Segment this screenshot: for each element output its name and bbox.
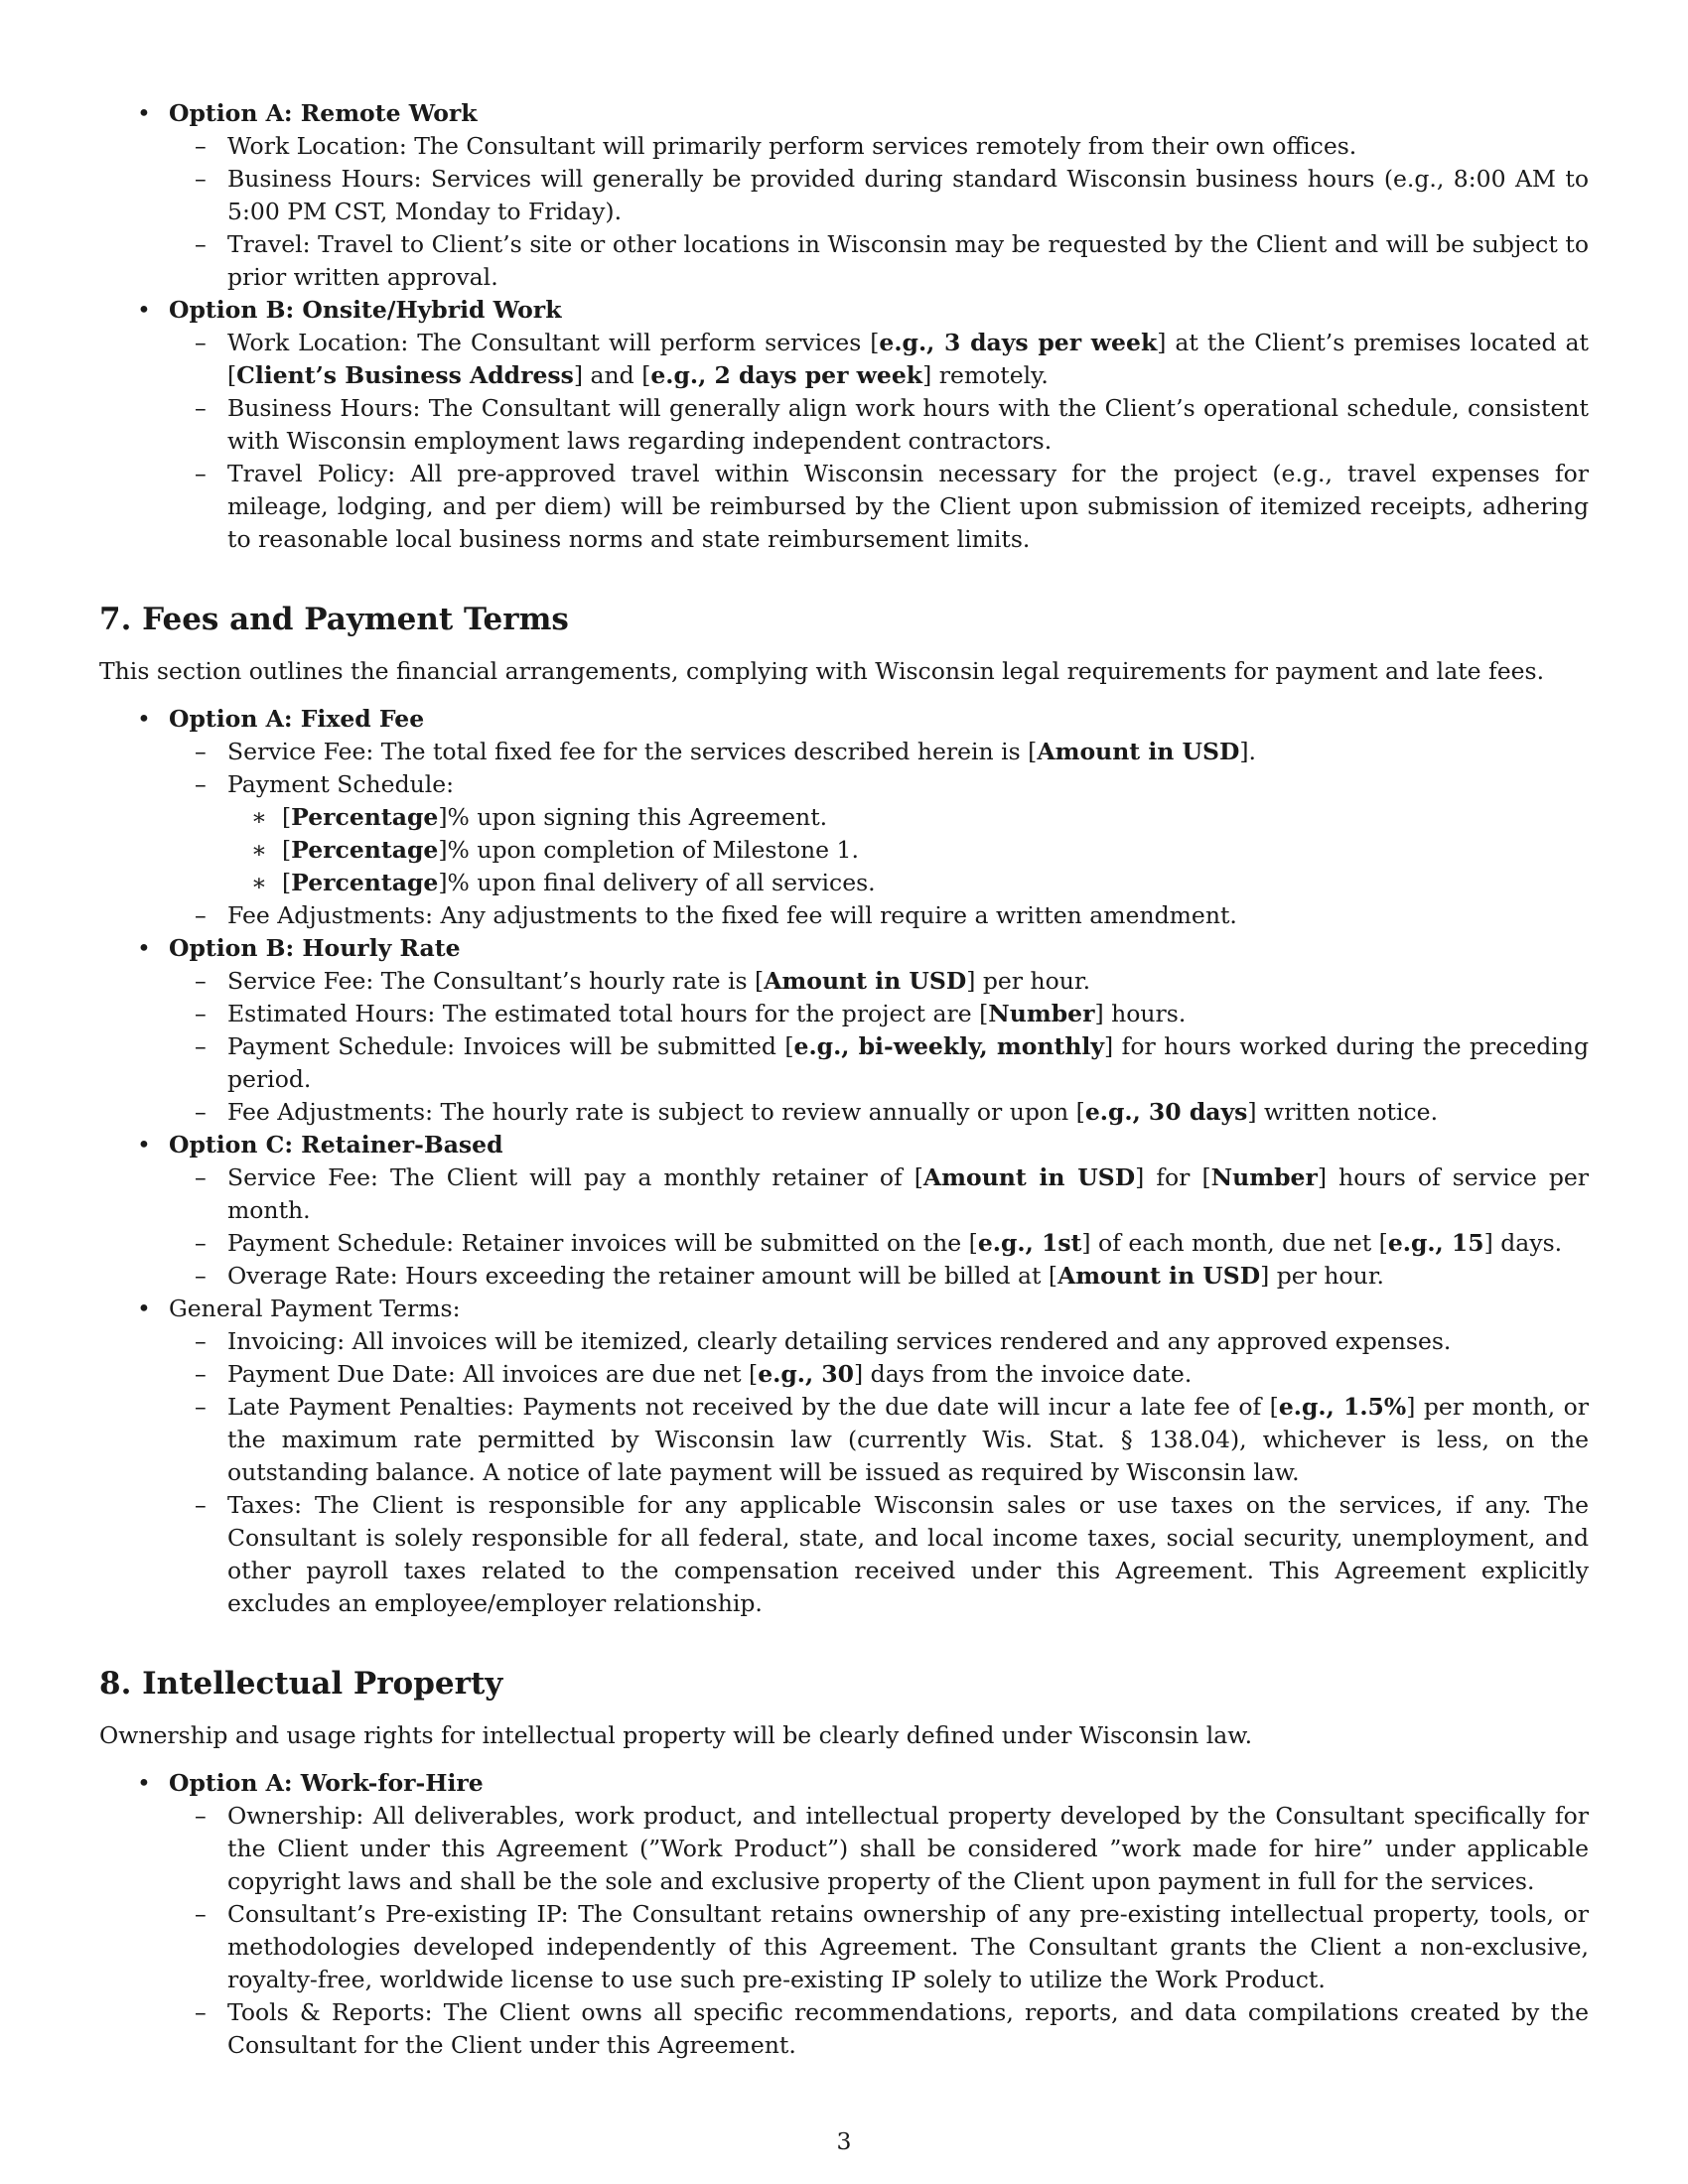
placeholder-text: e.g., 30 days bbox=[1084, 1098, 1248, 1126]
option-title: Option A: Remote Work bbox=[169, 99, 478, 127]
placeholder-text: e.g., 30 bbox=[758, 1360, 855, 1388]
text: Estimated Hours: The estimated total hours for the project are [ bbox=[227, 1000, 989, 1027]
list-item: – Business Hours: The Consultant will generally align work hours with the Client’s operational schedule, consistent with Wisconsin employment laws regarding independent contractors. bbox=[169, 392, 1589, 458]
option-title: Option A: Work-for-Hire bbox=[169, 1769, 484, 1797]
page-number: 3 bbox=[836, 2127, 852, 2155]
schedule-items bbox=[227, 801, 1589, 899]
text: ] of each month, due net [ bbox=[1081, 1229, 1388, 1257]
text: Service Fee: The total fixed fee for the services described herein is [ bbox=[227, 738, 1038, 765]
text: Payment Schedule: Retainer invoices will be submitted on the [ bbox=[227, 1229, 978, 1257]
option-remote-work bbox=[99, 97, 1589, 294]
text: ] and [ bbox=[573, 361, 651, 389]
option-items bbox=[99, 965, 1589, 1129]
section-intro: Ownership and usage rights for intellectual property will be clearly defined under Wisconsin law. bbox=[99, 1721, 1253, 1749]
option-items bbox=[99, 1161, 1589, 1293]
placeholder-text: e.g., 1.5% bbox=[1278, 1393, 1407, 1421]
option-title: Option B: Hourly Rate bbox=[169, 934, 461, 962]
list-item: ∗ [Percentage]% upon final delivery of all services. bbox=[227, 867, 1589, 899]
placeholder-text: Amount in USD bbox=[922, 1163, 1136, 1191]
list-item: – Travel: Travel to Client’s site or other locations in Wisconsin may be requested by the Client and will be subject to prior written approval. bbox=[169, 228, 1589, 294]
placeholder-text: e.g., 1st bbox=[977, 1229, 1082, 1257]
text: ] for hours worked during the preceding period. bbox=[227, 1032, 1589, 1093]
text: ] remotely. bbox=[922, 361, 1049, 389]
text: ]. bbox=[1239, 738, 1257, 765]
placeholder-text: Percentage bbox=[291, 803, 439, 831]
text: ] days from the invoice date. bbox=[854, 1360, 1193, 1388]
option-items bbox=[99, 327, 1589, 556]
text: ] days. bbox=[1483, 1229, 1563, 1257]
option-items bbox=[99, 1325, 1589, 1620]
option-title: Option B: Onsite/Hybrid Work bbox=[169, 296, 562, 324]
placeholder-text: e.g., 3 days per week bbox=[879, 329, 1158, 356]
option-items bbox=[99, 130, 1589, 294]
option-title: Option C: Retainer-Based bbox=[169, 1131, 503, 1159]
text: Fee Adjustments: The hourly rate is subject to review annually or upon [ bbox=[227, 1098, 1085, 1126]
fee-options bbox=[99, 703, 1589, 1620]
text: ] hours of service per month. bbox=[227, 1163, 1590, 1224]
list-item: ∗ [Percentage]% upon signing this Agreement. bbox=[227, 801, 1589, 834]
section-heading: 8. Intellectual Property bbox=[99, 1666, 503, 1702]
list-item bbox=[169, 736, 1589, 768]
text: Payment Schedule: bbox=[227, 770, 455, 798]
option-title: General Payment Terms: bbox=[169, 1295, 461, 1322]
list-item bbox=[169, 1096, 1589, 1129]
section-intro: This section outlines the financial arrangements, complying with Wisconsin legal requirements for payment and late fees. bbox=[99, 657, 1545, 685]
work-arrangement-options bbox=[99, 97, 1589, 556]
text: Payment Schedule: Invoices will be submitted [ bbox=[227, 1032, 794, 1060]
placeholder-text: Number bbox=[1210, 1163, 1318, 1191]
text: ] for [ bbox=[1135, 1163, 1211, 1191]
list-item: – Tools & Reports: The Client owns all specific recommendations, reports, and data compilations created by the Consultant for the Client under this Agreement. bbox=[169, 1996, 1589, 2062]
document-page bbox=[99, 97, 1589, 2062]
option-items bbox=[99, 1800, 1589, 2062]
list-item: – Consultant’s Pre-existing IP: The Consultant retains ownership of any pre-existing intellectual property, tools, or methodologies developed independently of this Agreement. The Consultant grants the Client a non-exclusive, royalty-free, worldwide license to use such pre-existing IP solely to utilize the Work Product. bbox=[169, 1898, 1589, 1996]
list-item bbox=[169, 965, 1589, 998]
text: % upon completion of Milestone 1. bbox=[447, 836, 859, 864]
option-title: Option A: Fixed Fee bbox=[169, 705, 425, 733]
list-item: – Taxes: The Client is responsible for any applicable Wisconsin sales or use taxes on the services, if any. The Consultant is solely responsible for all federal, state, and local income taxes, social security, unemployment, and other payroll taxes related to the compensation received under this Agreement. This Agreement explicitly excludes an employee/employer relationship. bbox=[169, 1489, 1589, 1620]
list-item bbox=[169, 1391, 1589, 1489]
list-item: – Travel Policy: All pre-approved travel within Wisconsin necessary for the project (e.g., travel expenses for mileage, lodging, and per diem) will be reimbursed by the Client upon submission of itemized receipts, adhering to reasonable local business norms and state reimbursement limits. bbox=[169, 458, 1589, 556]
list-item: – Invoicing: All invoices will be itemized, clearly detailing services rendered and any approved expenses. bbox=[169, 1325, 1589, 1358]
text: ] written notice. bbox=[1247, 1098, 1439, 1126]
option-hourly-rate bbox=[99, 932, 1589, 1129]
option-items bbox=[99, 736, 1589, 932]
general-payment-terms bbox=[99, 1293, 1589, 1620]
placeholder-text: Amount in USD bbox=[1037, 738, 1240, 765]
text: Overage Rate: Hours exceeding the retainer amount will be billed at [ bbox=[227, 1262, 1058, 1290]
placeholder-text: e.g., 2 days per week bbox=[650, 361, 923, 389]
list-item bbox=[169, 1227, 1589, 1260]
option-retainer-based bbox=[99, 1129, 1589, 1293]
text: Work Location: The Consultant will perform services [ bbox=[227, 329, 880, 356]
text: % upon signing this Agreement. bbox=[447, 803, 828, 831]
option-work-for-hire bbox=[99, 1767, 1589, 2062]
placeholder-text: e.g., 15 bbox=[1387, 1229, 1484, 1257]
option-onsite-hybrid-work bbox=[99, 294, 1589, 556]
text: ] at the Client’s premises located at [ bbox=[227, 329, 1590, 389]
text: ] per month, or the maximum rate permitted by Wisconsin law (currently Wis. Stat. § 138.04), whichever is less, on the outstanding balance. A notice of late payment will be issued as required by Wisconsin law. bbox=[227, 1393, 1589, 1486]
list-item bbox=[169, 1030, 1589, 1096]
section-heading: 7. Fees and Payment Terms bbox=[99, 602, 569, 637]
list-item bbox=[169, 1260, 1589, 1293]
placeholder-text: Percentage bbox=[291, 836, 439, 864]
text: Service Fee: The Client will pay a monthly retainer of [ bbox=[227, 1163, 923, 1191]
text: % upon final delivery of all services. bbox=[447, 869, 876, 896]
placeholder-text: Client’s Business Address bbox=[236, 361, 574, 389]
placeholder-text: Amount in USD bbox=[1057, 1262, 1261, 1290]
list-item: – Ownership: All deliverables, work product, and intellectual property developed by the Consultant specifically for the Client under this Agreement (”Work Product”) shall be considered ”work made for hire” under applicable copyright laws and shall be the sole and exclusive property of the Client upon payment in full for the services. bbox=[169, 1800, 1589, 1898]
text: ] per hour. bbox=[1260, 1262, 1384, 1290]
list-item: – Business Hours: Services will generally be provided during standard Wisconsin business hours (e.g., 8:00 AM to 5:00 PM CST, Monday to Friday). bbox=[169, 163, 1589, 228]
placeholder-text: e.g., bi-weekly, monthly bbox=[793, 1032, 1104, 1060]
list-item: ∗ [Percentage]% upon completion of Milestone 1. bbox=[227, 834, 1589, 867]
text: ] hours. bbox=[1094, 1000, 1187, 1027]
text: ] per hour. bbox=[966, 967, 1091, 995]
ip-options bbox=[99, 1767, 1589, 2062]
placeholder-text: Amount in USD bbox=[764, 967, 967, 995]
option-fixed-fee bbox=[99, 703, 1589, 932]
text: Late Payment Penalties: Payments not received by the due date will incur a late fee of [ bbox=[227, 1393, 1279, 1421]
placeholder-text: Number bbox=[988, 1000, 1095, 1027]
text: Service Fee: The Consultant’s hourly rate is [ bbox=[227, 967, 765, 995]
list-item bbox=[169, 768, 1589, 899]
list-item bbox=[169, 327, 1589, 392]
placeholder-text: Percentage bbox=[291, 869, 439, 896]
list-item: – Work Location: The Consultant will primarily perform services remotely from their own offices. bbox=[169, 130, 1589, 163]
list-item bbox=[169, 998, 1589, 1030]
list-item bbox=[169, 1358, 1589, 1391]
text: Payment Due Date: All invoices are due net [ bbox=[227, 1360, 759, 1388]
list-item: – Fee Adjustments: Any adjustments to the fixed fee will require a written amendment. bbox=[169, 899, 1589, 932]
list-item bbox=[169, 1161, 1589, 1227]
